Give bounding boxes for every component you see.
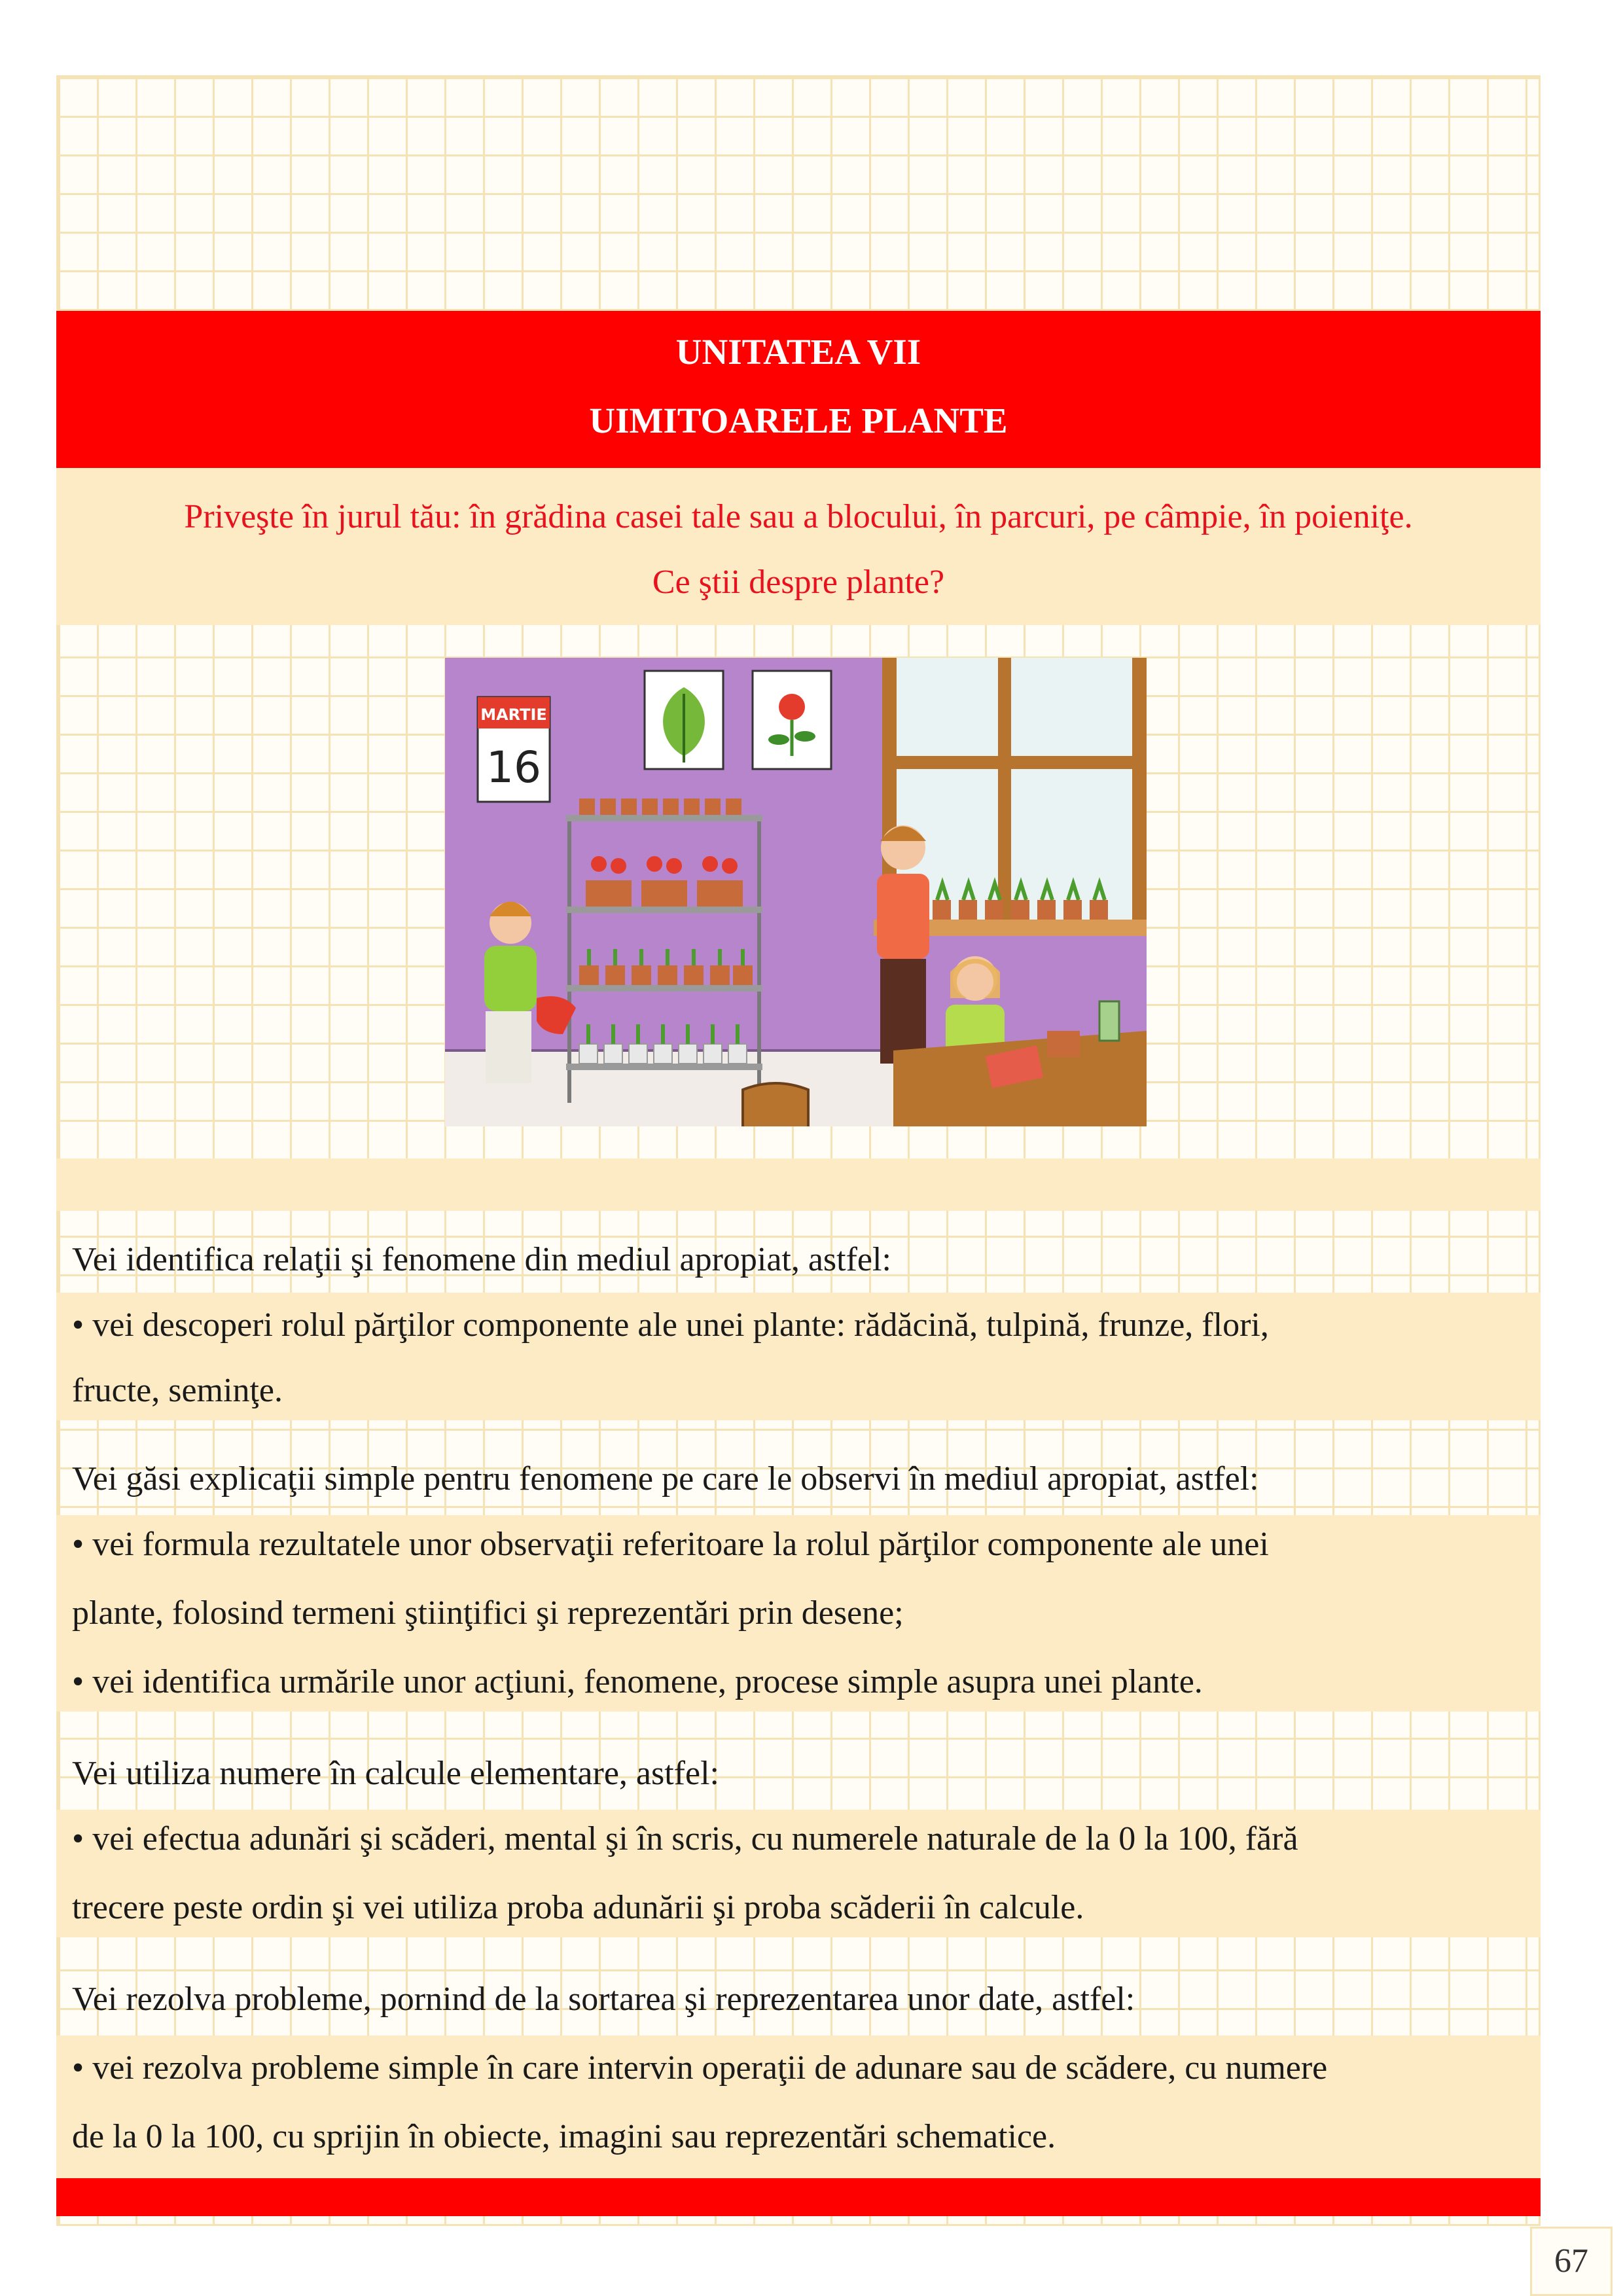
objective-1-bullet-line-2: fructe, seminţe. [72, 1372, 283, 1409]
objective-4-bullet-line-1: • vei rezolva probleme simple în care intervin operaţii de adunare sau de scădere, cu numere [72, 2049, 1328, 2087]
objective-2-bullet-1-line-2: plante, folosind termeni ştiinţifici şi reprezentări prin desene; [72, 1594, 904, 1632]
page-number: 67 [1530, 2227, 1613, 2296]
calendar [478, 697, 550, 802]
objective-2-heading: Vei găsi explicaţii simple pentru fenomene pe care le observi în mediul apropiat, astfel: [72, 1460, 1259, 1498]
objective-4-bullet-line-2: de la 0 la 100, cu sprijin în obiecte, imagini sau reprezentări schematice. [72, 2118, 1056, 2155]
spacer-band [56, 1158, 1541, 1211]
objective-2-bullet-2: • vei identifica urmările unor acţiuni, fenomene, procese simple asupra unei plante. [72, 1663, 1203, 1700]
objective-3-heading: Vei utiliza numere în calcule elementare, astfel: [72, 1755, 719, 1792]
objective-1-bullet-line-1: • vei descoperi rolul părţilor componente ale unei plante: rădăcină, tulpină, frunze, flori, [72, 1306, 1269, 1344]
unit-header [56, 311, 1541, 468]
footer-bar [56, 2178, 1541, 2216]
objective-1-heading: Vei identifica relaţii şi fenomene din mediul apropiat, astfel: [72, 1241, 891, 1278]
objective-2-bullet-1-line-1: • vei formula rezultatele unor observaţii referitoare la rolul părţilor componente ale unei [72, 1526, 1269, 1563]
unit-title: UIMITOARELE PLANTE [589, 401, 1008, 440]
calendar-day: 16 [486, 742, 541, 793]
objective-4-heading: Vei rezolva probleme, pornind de la sortarea şi reprezentarea unor date, astfel: [72, 1981, 1135, 2018]
intro-line-2: Ce ştii despre plante? [652, 564, 945, 601]
intro-line-1: Priveşte în jurul tău: în grădina casei tale sau a blocului, în parcuri, pe câmpie, în poieniţe. [184, 498, 1413, 535]
child-at-table [946, 956, 1005, 1057]
classroom-plants-illustration [445, 658, 1147, 1126]
calendar-month: MARTIE [480, 706, 547, 724]
objective-3-bullet-line-1: • vei efectua adunări şi scăderi, mental şi în scris, cu numerele naturale de la 0 la 100, fără [72, 1820, 1298, 1857]
objective-3-bullet-line-2: trecere peste ordin şi vei utiliza proba adunării şi proba scăderii în calcule. [72, 1889, 1084, 1926]
chair [743, 1083, 808, 1126]
unit-number: UNITATEA VII [675, 332, 921, 372]
